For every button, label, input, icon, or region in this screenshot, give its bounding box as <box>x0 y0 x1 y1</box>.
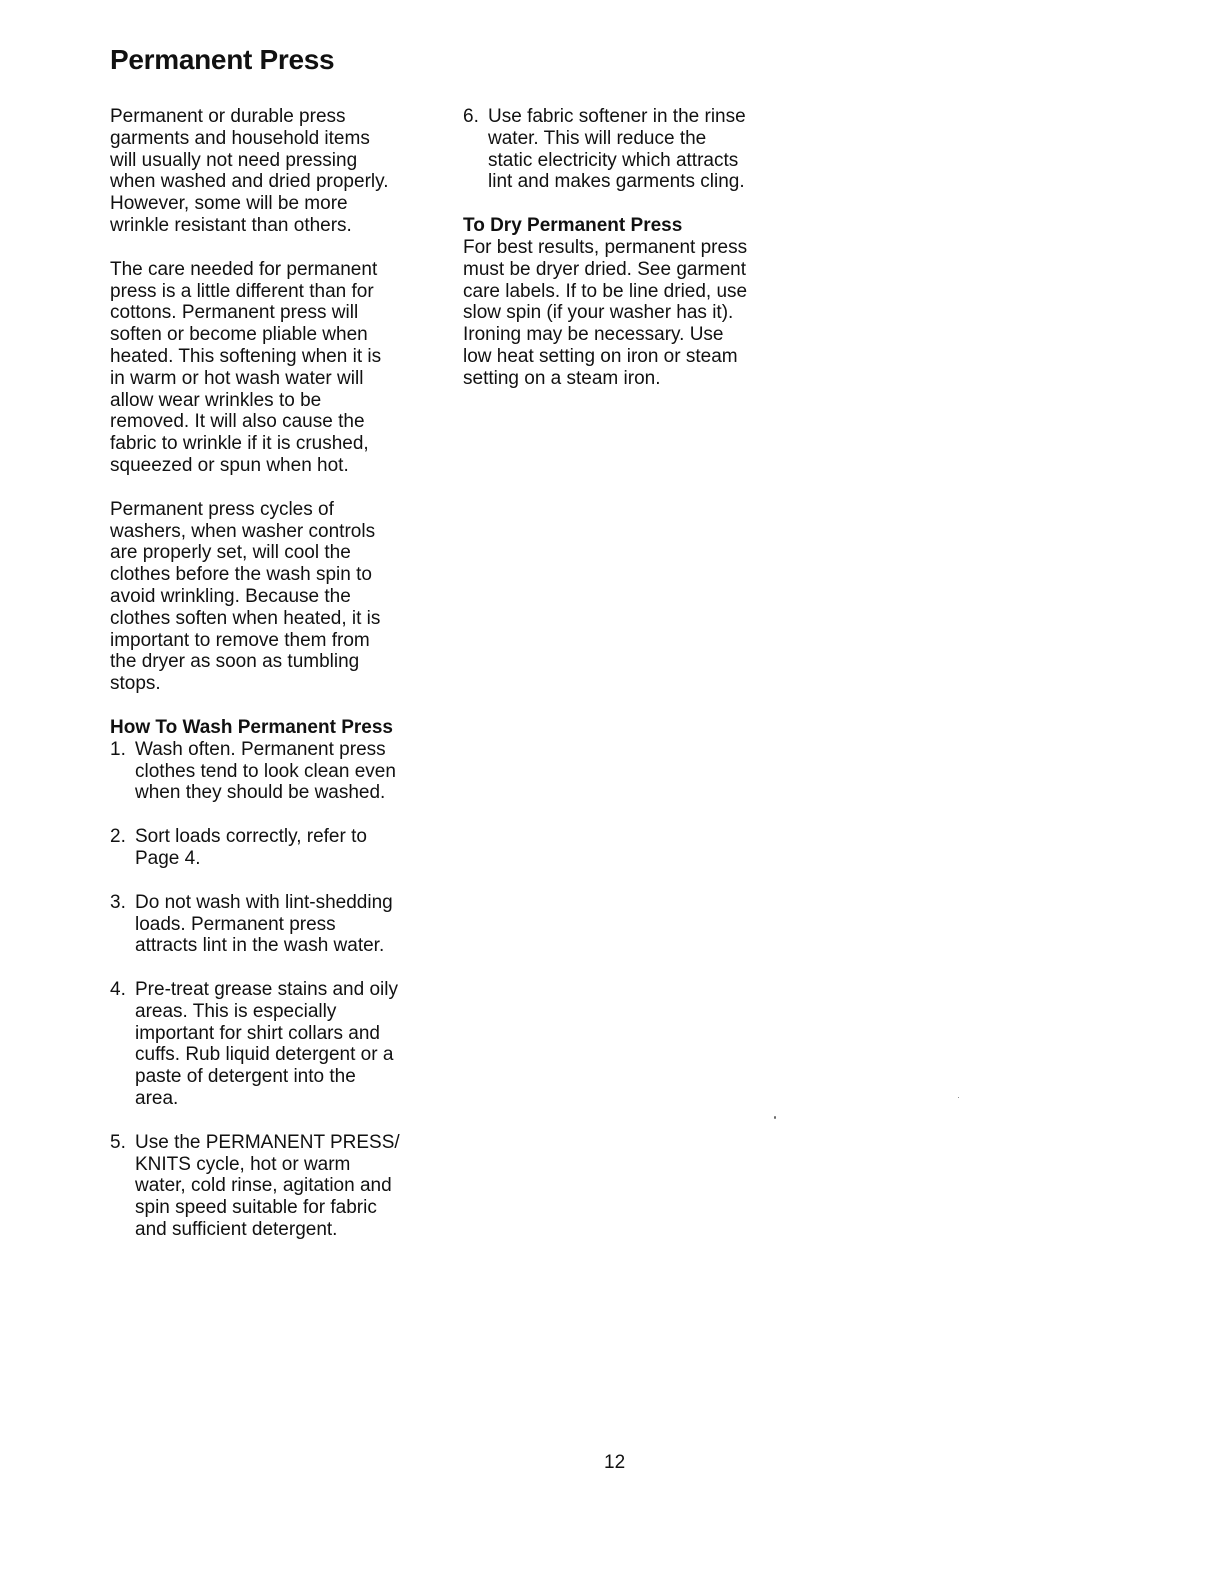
step-number: 2. <box>110 826 126 848</box>
left-column <box>110 106 440 1263</box>
wash-step <box>463 106 793 193</box>
step-number: 6. <box>463 106 479 127</box>
scan-speck <box>958 1097 959 1098</box>
wash-heading: How To Wash Permanent Press <box>110 716 393 738</box>
step-text: Wash often. Permanent press clothes tend to look clean even when they should be washed. <box>135 738 396 804</box>
right-column <box>463 106 793 412</box>
wash-step <box>110 979 440 1110</box>
wash-steps-list <box>110 739 440 1241</box>
page-number: 12 <box>604 1452 626 1473</box>
step-text: Sort loads correctly, refer to Page 4. <box>135 826 367 869</box>
intro-paragraph: Permanent or durable press garments and household items will usually not need pressing when washed and dried properly. However, some will be more wrinkle resistant than others. <box>110 106 389 236</box>
step-text: Use fabric softener in the rinse water. This will reduce the static electricity which attracts lint and makes garments cling. <box>488 106 746 193</box>
wash-step <box>110 892 440 957</box>
dry-paragraph: For best results, permanent press must be dryer dried. See garment care labels. If to be line dried, use slow spin (if your washer has it). Ironing may be necessary. Use low heat setting on iron or steam setting on a steam iron. <box>463 236 748 389</box>
step-number: 4. <box>110 979 126 1001</box>
cycles-paragraph: Permanent press cycles of washers, when washer controls are properly set, will cool the clothes before the wash spin to avoid wrinkling. Because the clothes soften when heated, it is important to remove them from the dryer as soon as tumbling stops. <box>110 498 381 695</box>
wash-step <box>110 739 440 804</box>
step-text: Do not wash with lint-shedding loads. Permanent press attracts lint in the wash water. <box>135 891 393 957</box>
step-number: 1. <box>110 738 126 760</box>
wash-steps-list-continued <box>463 106 793 193</box>
step-number: 3. <box>110 891 126 913</box>
wash-step <box>110 1132 440 1241</box>
step-text: Pre-treat grease stains and oily areas. This is especially important for shirt collars and cuffs. Rub liquid detergent or a paste of detergent into the area. <box>135 979 398 1110</box>
dry-heading: To Dry Permanent Press <box>463 215 683 237</box>
step-text: Use the PERMANENT PRESS/ KNITS cycle, hot or warm water, cold rinse, agitation and spin speed suitable for fabric and sufficient detergent. <box>135 1131 400 1241</box>
page-title: Permanent Press <box>110 44 335 75</box>
care-paragraph: The care needed for permanent press is a little different than for cottons. Permanent press will soften or become pliable when heated. This softening when it is in warm or hot wash water will allow wear wrinkles to be removed. It will also cause the fabric to wrinkle if it is crushed, squeezed or spun when hot. <box>110 258 382 476</box>
scan-speck <box>774 1116 776 1119</box>
wash-step <box>110 826 440 870</box>
step-number: 5. <box>110 1131 126 1153</box>
